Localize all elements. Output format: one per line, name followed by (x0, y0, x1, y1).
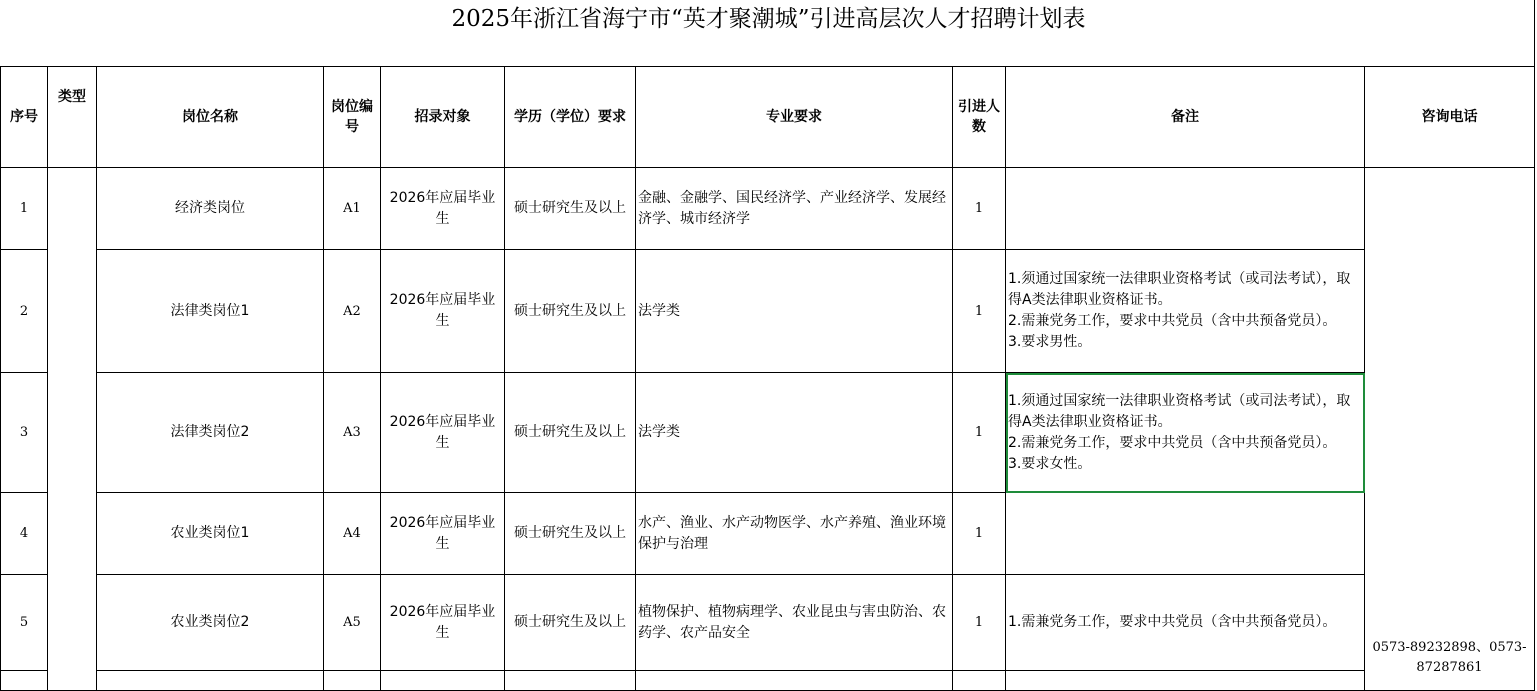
cell-seq[interactable]: 2 (1, 250, 48, 373)
cell-seq[interactable]: 5 (1, 575, 48, 671)
remark-line: 2.需兼党务工作，要求中共党员（含中共预备党员）。 (1008, 434, 1337, 451)
cell-education[interactable]: 硕士研究生及以上 (505, 493, 636, 575)
header-type[interactable]: 类型 (48, 67, 97, 168)
cell-target[interactable]: 2026年应届毕业生 (381, 493, 505, 575)
cell-major[interactable]: 植物保护、植物病理学、农业昆虫与害虫防治、农药学、农产品安全 (636, 575, 953, 671)
empty-cell[interactable] (953, 671, 1006, 691)
cell-position-name[interactable]: 法律类岗位1 (97, 250, 324, 373)
cell-major[interactable]: 金融、金融学、国民经济学、产业经济学、发展经济学、城市经济学 (636, 168, 953, 250)
page-title: 2025年浙江省海宁市“英才聚潮城”引进高层次人才招聘计划表 (451, 6, 1086, 32)
header-position-code[interactable]: 岗位编号 (324, 67, 381, 168)
cell-position-code[interactable]: A4 (324, 493, 381, 575)
cell-remarks[interactable] (1006, 575, 1365, 671)
table-row (1, 250, 1535, 373)
header-major[interactable]: 专业要求 (636, 67, 953, 168)
cell-position-code[interactable]: A5 (324, 575, 381, 671)
remark-line: 1.需兼党务工作，要求中共党员（含中共预备党员）。 (1008, 614, 1337, 630)
sheet-border (1534, 0, 1535, 66)
remark-line: 1.须通过国家统一法律职业资格考试（或司法考试），取得A类法律职业资格证书。 (1008, 392, 1351, 430)
cell-position-name[interactable]: 农业类岗位1 (97, 493, 324, 575)
empty-cell[interactable] (1006, 671, 1365, 691)
empty-cell[interactable] (505, 671, 636, 691)
cell-education[interactable]: 硕士研究生及以上 (505, 373, 636, 493)
remark-line: 1.须通过国家统一法律职业资格考试（或司法考试），取得A类法律职业资格证书。 (1008, 271, 1351, 308)
cell-count[interactable]: 1 (953, 250, 1006, 373)
header-position-name[interactable]: 岗位名称 (97, 67, 324, 168)
table-row (1, 575, 1535, 671)
cell-major[interactable]: 法学类 (636, 250, 953, 373)
table-row (1, 493, 1535, 575)
empty-cell[interactable] (97, 671, 324, 691)
cell-seq[interactable]: 4 (1, 493, 48, 575)
cell-remarks[interactable] (1006, 373, 1365, 493)
recruitment-table (0, 66, 1535, 691)
cell-major[interactable]: 法学类 (636, 373, 953, 493)
remark-line: 3.要求男性。 (1008, 334, 1092, 350)
cell-target[interactable]: 2026年应届毕业生 (381, 168, 505, 250)
remark-line: 3.要求女性。 (1008, 455, 1092, 472)
empty-cell[interactable] (381, 671, 505, 691)
header-remarks[interactable]: 备注 (1006, 67, 1365, 168)
cell-education[interactable]: 硕士研究生及以上 (505, 168, 636, 250)
cell-position-code[interactable]: A2 (324, 250, 381, 373)
header-education[interactable]: 学历（学位）要求 (505, 67, 636, 168)
cell-position-code[interactable]: A3 (324, 373, 381, 493)
cell-position-code[interactable]: A1 (324, 168, 381, 250)
cell-seq[interactable]: 3 (1, 373, 48, 493)
header-count[interactable]: 引进人数 (953, 67, 1006, 168)
cell-position-name[interactable]: 农业类岗位2 (97, 575, 324, 671)
table-row (1, 168, 1535, 250)
cell-major[interactable]: 水产、渔业、水产动物医学、水产养殖、渔业环境保护与治理 (636, 493, 953, 575)
cell-type[interactable] (48, 168, 97, 691)
cell-remarks[interactable] (1006, 168, 1365, 250)
cell-target[interactable]: 2026年应届毕业生 (381, 373, 505, 493)
cell-count[interactable]: 1 (953, 168, 1006, 250)
header-row (1, 67, 1535, 168)
empty-cell[interactable] (636, 671, 953, 691)
empty-cell[interactable] (324, 671, 381, 691)
header-seq[interactable]: 序号 (1, 67, 48, 168)
header-target[interactable]: 招录对象 (381, 67, 505, 168)
cell-education[interactable]: 硕士研究生及以上 (505, 250, 636, 373)
cell-phone[interactable]: 0573-89232898、0573-87287861 (1365, 168, 1535, 691)
cell-count[interactable]: 1 (953, 493, 1006, 575)
cell-remarks[interactable] (1006, 493, 1365, 575)
header-phone[interactable]: 咨询电话 (1365, 67, 1535, 168)
cell-target[interactable]: 2026年应届毕业生 (381, 250, 505, 373)
cell-seq[interactable]: 1 (1, 168, 48, 250)
table-row (1, 373, 1535, 493)
remark-line: 2.需兼党务工作，要求中共党员（含中共预备党员）。 (1008, 313, 1337, 329)
cell-count[interactable]: 1 (953, 373, 1006, 493)
table-row (1, 671, 1535, 691)
cell-target[interactable]: 2026年应届毕业生 (381, 575, 505, 671)
empty-cell[interactable] (1, 671, 48, 691)
cell-position-name[interactable]: 经济类岗位 (97, 168, 324, 250)
cell-education[interactable]: 硕士研究生及以上 (505, 575, 636, 671)
cell-position-name[interactable]: 法律类岗位2 (97, 373, 324, 493)
cell-count[interactable]: 1 (953, 575, 1006, 671)
cell-remarks[interactable] (1006, 250, 1365, 373)
